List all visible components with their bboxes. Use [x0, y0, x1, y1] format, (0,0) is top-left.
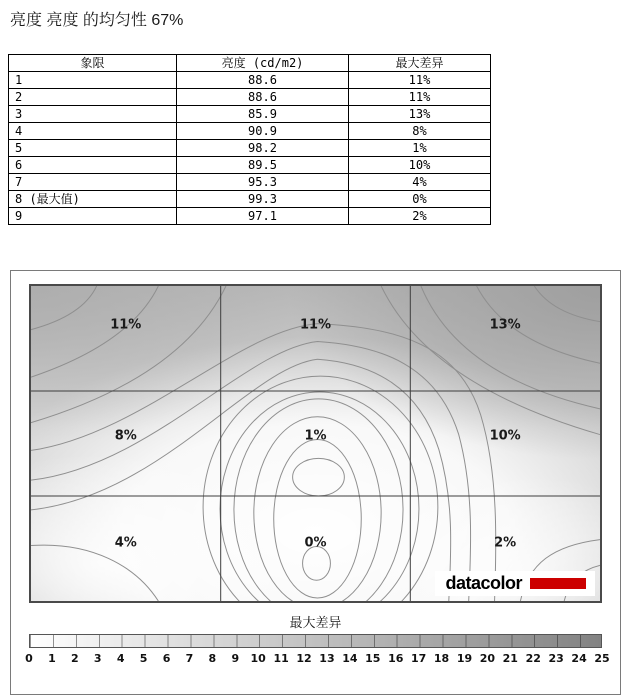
- cell-label-mid-center: 1%: [304, 428, 327, 444]
- cell-quadrant: 8 (最大值): [9, 191, 177, 208]
- page-title: 亮度 亮度 的均匀性 67%: [10, 12, 184, 29]
- tick-label: 21: [502, 652, 518, 665]
- cell-luminance: 90.9: [177, 123, 349, 140]
- tick-label: 19: [456, 652, 473, 665]
- table-row: [9, 123, 491, 140]
- cell-quadrant: 1: [9, 72, 177, 89]
- tick-label: 10: [250, 652, 266, 665]
- tick-label: 16: [388, 652, 404, 665]
- cell-label-mid-right: 10%: [489, 428, 521, 444]
- tick-label: 25: [594, 652, 610, 665]
- tick-label: 8: [208, 652, 217, 665]
- uniformity-table: [8, 54, 491, 225]
- cell-label-bottom-left: 4%: [114, 535, 137, 551]
- cell-maxdiff: 0%: [349, 191, 491, 208]
- tick-label: 4: [116, 652, 125, 665]
- cell-maxdiff: 11%: [349, 72, 491, 89]
- tick-label: 17: [410, 652, 427, 665]
- cell-luminance: 89.5: [177, 157, 349, 174]
- cell-quadrant: 6: [9, 157, 177, 174]
- cell-luminance: 95.3: [177, 174, 349, 191]
- tick-label: 9: [231, 652, 240, 665]
- cell-quadrant: 3: [9, 106, 177, 123]
- tick-label: 24: [571, 652, 587, 665]
- cell-luminance: 88.6: [177, 89, 349, 106]
- tick-label: 0: [25, 652, 33, 665]
- tick-label: 11: [273, 652, 289, 665]
- col-header-quadrant: 象限: [9, 55, 177, 72]
- cell-quadrant: 5: [9, 140, 177, 157]
- cell-maxdiff: 4%: [349, 174, 491, 191]
- cell-maxdiff: 2%: [349, 208, 491, 225]
- table-row: [9, 106, 491, 123]
- datacolor-logo: [435, 571, 595, 596]
- col-header-luminance: 亮度 (cd/m2): [177, 55, 349, 72]
- datacolor-logo-bar: [530, 578, 586, 589]
- datacolor-logo-text: datacolor: [445, 573, 522, 593]
- tick-label: 13: [319, 652, 335, 665]
- cell-label-top-left: 11%: [110, 317, 142, 333]
- gradient-scale-bar: [29, 634, 602, 648]
- cell-maxdiff: 11%: [349, 89, 491, 106]
- cell-label-mid-left: 8%: [114, 428, 137, 444]
- cell-quadrant: 9: [9, 208, 177, 225]
- table-row: [9, 174, 491, 191]
- tick-label: 12: [296, 652, 312, 665]
- tick-label: 14: [342, 652, 358, 665]
- tick-label: 5: [139, 652, 148, 665]
- table-row: [9, 89, 491, 106]
- cell-label-top-center: 11%: [299, 317, 332, 333]
- tick-label: 18: [433, 652, 450, 665]
- cell-maxdiff: 8%: [349, 123, 491, 140]
- tick-label: 7: [185, 652, 194, 665]
- cell-label-bottom-right: 2%: [494, 535, 517, 551]
- cell-luminance: 99.3: [177, 191, 349, 208]
- table-row: [9, 140, 491, 157]
- tick-label: 1: [48, 652, 56, 665]
- cell-quadrant: 2: [9, 89, 177, 106]
- cell-label-bottom-center: 0%: [304, 535, 327, 551]
- contour-panel: [10, 270, 621, 695]
- cell-maxdiff: 10%: [349, 157, 491, 174]
- contour-svg: [31, 286, 600, 601]
- tick-label: 15: [365, 652, 381, 665]
- table-row: [9, 157, 491, 174]
- cell-luminance: 85.9: [177, 106, 349, 123]
- cell-maxdiff: 1%: [349, 140, 491, 157]
- tick-label: 22: [525, 652, 541, 665]
- cell-luminance: 97.1: [177, 208, 349, 225]
- table-row: [9, 72, 491, 89]
- tick-label: 2: [71, 652, 79, 665]
- table-row: [9, 191, 491, 208]
- heatmap-background: [31, 286, 600, 601]
- scale-tick-labels: [25, 652, 610, 667]
- cell-luminance: 98.2: [177, 140, 349, 157]
- table-row: [9, 208, 491, 225]
- table-header-row: [9, 55, 491, 72]
- cell-quadrant: 4: [9, 123, 177, 140]
- cell-quadrant: 7: [9, 174, 177, 191]
- tick-label: 23: [548, 652, 564, 665]
- col-header-maxdiff: 最大差异: [349, 55, 491, 72]
- tick-label: 6: [162, 652, 171, 665]
- cell-luminance: 88.6: [177, 72, 349, 89]
- tick-label: 20: [479, 652, 496, 665]
- contour-plot: [29, 284, 602, 603]
- colorbar-caption: 最大差异: [289, 615, 342, 630]
- cell-label-top-right: 13%: [489, 317, 521, 333]
- tick-label: 3: [93, 652, 102, 665]
- cell-maxdiff: 13%: [349, 106, 491, 123]
